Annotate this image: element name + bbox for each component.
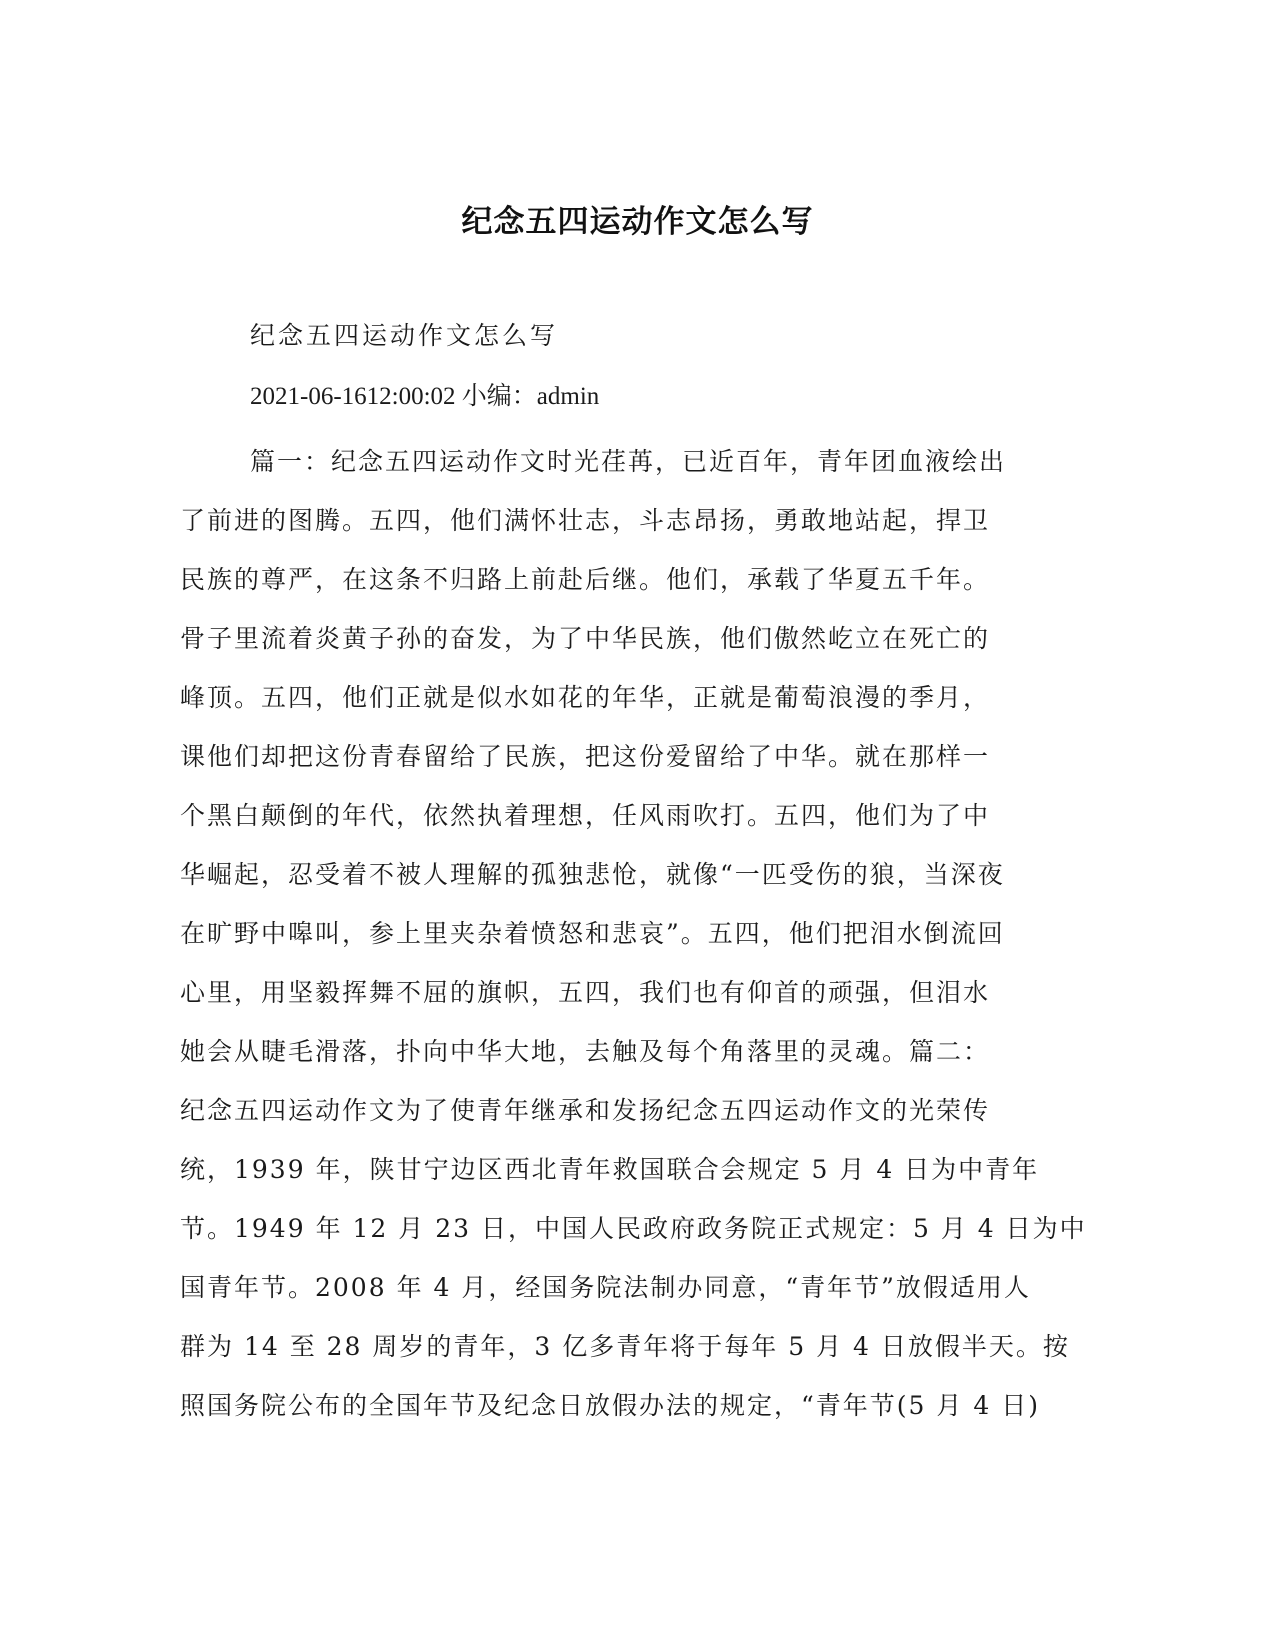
article-subtitle: 纪念五四运动作文怎么写: [250, 321, 559, 350]
body-line: 篇一：纪念五四运动作文时光荏苒，已近百年，青年团血液绘出: [250, 447, 1007, 476]
body-line: 心里，用坚毅挥舞不屈的旗帜，五四，我们也有仰首的顽强，但泪水: [180, 978, 991, 1007]
page-title: 纪念五四运动作文怎么写: [461, 204, 814, 240]
body-line: 她会从睫毛滑落，扑向中华大地，去触及每个角落里的灵魂。篇二：: [180, 1037, 991, 1066]
body-line: 国青年节。2008 年 4 月，经国务院法制办同意，“青年节”放假适用人: [180, 1273, 1031, 1302]
body-line: 纪念五四运动作文为了使青年继承和发扬纪念五四运动作文的光荣传: [180, 1096, 991, 1125]
body-line: 个黑白颠倒的年代，依然执着理想，任风雨吹打。五四，他们为了中: [180, 801, 991, 830]
body-line: 了前进的图腾。五四，他们满怀壮志，斗志昂扬，勇敢地站起，捍卫: [180, 506, 991, 535]
body-line: 华崛起，忍受着不被人理解的孤独悲怆，就像“一匹受伤的狼，当深夜: [180, 860, 1005, 889]
body-line: 峰顶。五四，他们正就是似水如花的年华，正就是葡萄浪漫的季月，: [180, 683, 991, 712]
body-line: 在旷野中嗥叫，参上里夹杂着愤怒和悲哀”。五四，他们把泪水倒流回: [180, 919, 1005, 948]
article-body: [180, 432, 1087, 1435]
article-meta: 2021-06-1612:00:02 小编：admin: [250, 383, 600, 410]
body-line: 课他们却把这份青春留给了民族，把这份爱留给了中华。就在那样一: [180, 742, 991, 771]
body-line: 节。1949 年 12 月 23 日，中国人民政府政务院正式规定：5 月 4 日为中: [180, 1214, 1087, 1243]
body-line: 骨子里流着炎黄子孙的奋发，为了中华民族，他们傲然屹立在死亡的: [180, 624, 991, 653]
body-line: 照国务院公布的全国年节及纪念日放假办法的规定，“青年节(5 月 4 日): [180, 1391, 1040, 1420]
body-line: 统，1939 年，陕甘宁边区西北青年救国联合会规定 5 月 4 日为中青年: [180, 1155, 1040, 1184]
body-line: 民族的尊严，在这条不归路上前赴后继。他们，承载了华夏五千年。: [180, 565, 991, 594]
body-line: 群为 14 至 28 周岁的青年，3 亿多青年将于每年 5 月 4 日放假半天。按: [180, 1332, 1070, 1361]
